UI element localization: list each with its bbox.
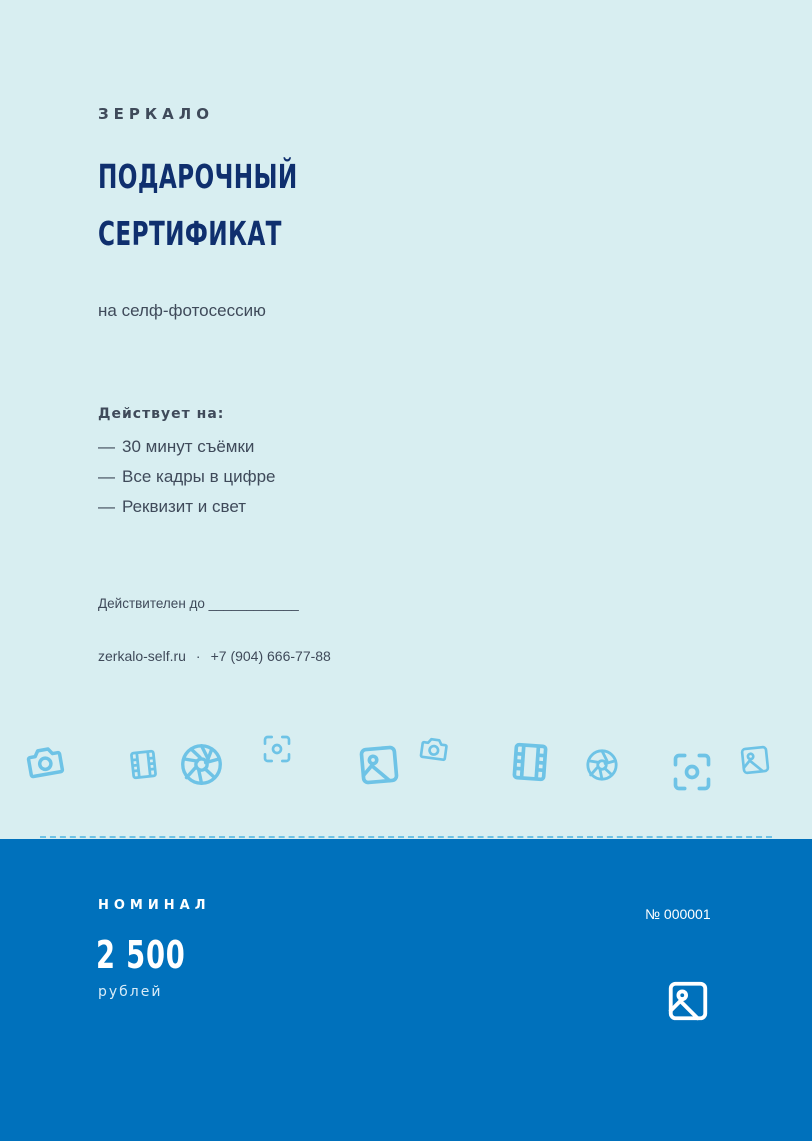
list-dash: — xyxy=(98,467,115,486)
list-item-text: Реквизит и свет xyxy=(122,497,247,516)
certificate-subtitle: на селф-фотосессию xyxy=(98,301,266,320)
focus-icon xyxy=(261,733,293,765)
list-item-text: 30 минут съёмки xyxy=(122,437,255,456)
film-icon xyxy=(125,746,161,782)
list-dash: — xyxy=(98,497,115,516)
valid-for-heading: Действует на: xyxy=(98,406,225,422)
image-icon xyxy=(665,978,711,1024)
aperture-icon xyxy=(585,748,619,782)
title-line-1: ПОДАРОЧНЫЙ xyxy=(98,157,298,196)
focus-icon xyxy=(670,750,714,794)
brand-name: ЗЕРКАЛО xyxy=(98,105,214,123)
title-line-2: СЕРТИФИКАТ xyxy=(98,214,282,253)
camera-icon xyxy=(415,731,453,767)
serial-number: № 000001 xyxy=(645,906,711,922)
website-link[interactable]: zerkalo-self.ru xyxy=(98,648,186,664)
aperture-icon xyxy=(179,742,224,787)
image-icon xyxy=(737,742,772,777)
nominal-label: НОМИНАЛ xyxy=(98,898,211,913)
nominal-currency: рублей xyxy=(98,984,163,1000)
contacts-separator: · xyxy=(195,648,201,664)
camera-icon xyxy=(19,737,72,786)
nominal-amount: 2 500 xyxy=(96,933,186,977)
phone-number[interactable]: +7 (904) 666-77-88 xyxy=(210,648,331,664)
film-icon xyxy=(507,739,554,786)
tear-off-divider xyxy=(40,836,772,838)
list-dash: — xyxy=(98,437,115,456)
list-item-text: Все кадры в цифре xyxy=(122,467,276,486)
image-icon xyxy=(355,741,403,789)
expiry-date-line: Действителен до ____________ xyxy=(98,596,299,611)
